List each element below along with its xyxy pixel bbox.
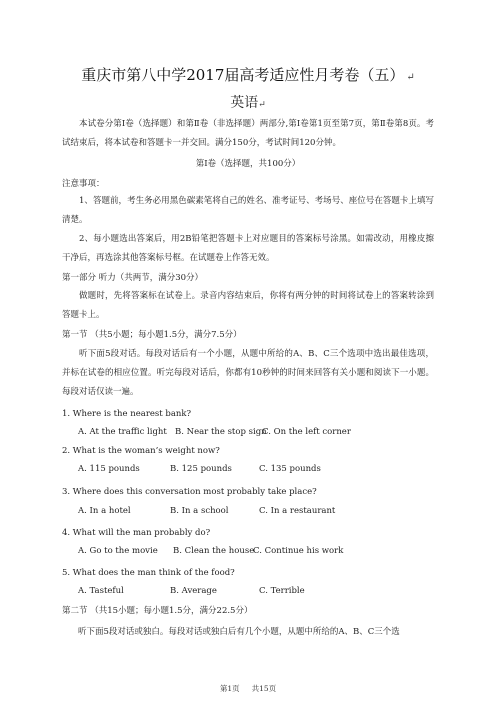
section2-heading: 第二节 （共15小题；每小题1.5分，满分22.5分） [62,606,253,616]
section1-instruction: 听下面5段对话。每段对话后有一个小题，从题中所给的A、B、C三个选项中选出最佳选项，并标在试卷的相应位置。听完每段对话后，你都有10秒钟的时间来回答有关小题和阅读下一小题。每段对话仅读一遍。 [62,349,434,397]
q2-option-b: B. 125 pounds [170,464,232,474]
subject-title [0,92,496,112]
section1-title: 第Ⅰ卷（选择题，共100分） [195,159,301,169]
section2-instruction: 听下面5段对话或独白。每段对话或独白后有几个小题，从题中所给的A、B、C三个选 [78,627,400,637]
page-number: 第1页 [219,684,240,693]
q1-option-a: A. At the traffic light [78,427,167,437]
q1-option-c: C. On the left corner [262,427,351,437]
q3-option-b: B. In a school [170,506,229,516]
part1-instruction: 做题时，先将答案标在试卷上。录音内容结束后，你将有两分钟的时间将试卷上的答案转涂到答题卡上。 [62,291,434,320]
exam-title-text: 重庆市第八中学2017届高考适应性月考卷（五） [81,66,405,84]
q5-option-a: A. Tasteful [78,586,124,596]
question-4: 4. What will the man probably do? [62,528,211,538]
section1-heading: 第一节 （共5小题；每小题1.5分，满分7.5分） [62,330,242,340]
question-3: 3. Where does this conversation most probably take place? [62,487,317,497]
return-mark-icon: ↵ [258,100,266,110]
q3-option-a: A. In a hotel [78,506,131,516]
notice-title: 注意事项： [62,179,105,189]
question-5: 5. What does the man think of the food? [62,568,235,578]
question-2: 2. What is the woman’s weight now? [62,446,220,456]
total-pages: 共15页 [251,684,277,693]
q4-option-a: A. Go to the movie [78,546,158,556]
question-1: 1. Where is the nearest bank? [62,409,192,419]
return-mark-icon: ↵ [406,72,415,83]
q2-option-a: A. 115 pounds [78,464,140,474]
q1-option-b: B. Near the stop sign [175,427,267,437]
q4-option-c: C. Continue his work [253,546,344,556]
exam-title [0,64,496,85]
q3-option-c: C. In a restaurant [259,506,336,516]
notice-item-1: 1、答题前，考生务必用黑色碳素笔将自己的姓名、准考证号、考场号、座位号在答题卡上填写清楚。 [62,196,434,225]
part1-title: 第一部分 听力（共两节，满分30分） [62,273,204,283]
intro-paragraph: 本试卷分第Ⅰ卷（选择题）和第Ⅱ卷（非选择题）两部分,第Ⅰ卷第1页至第7页，第Ⅱ卷第8页。考试结束后，将本试卷和答题卡一并交回。满分150分，考试时间120分钟。 [62,119,434,148]
notice-item-2: 2、每小题选出答案后，用2B铅笔把答题卡上对应题目的答案标号涂黑。如需改动，用橡皮擦干净后，再选涂其他答案标号框。在试题卷上作答无效。 [62,234,434,263]
q5-option-c: C. Terrible [259,586,305,596]
q5-option-b: B. Average [170,586,217,596]
page-footer [0,683,496,694]
q4-option-b: B. Clean the house [173,546,255,556]
q2-option-c: C. 135 pounds [259,464,321,474]
subject-text: 英语 [230,95,259,111]
